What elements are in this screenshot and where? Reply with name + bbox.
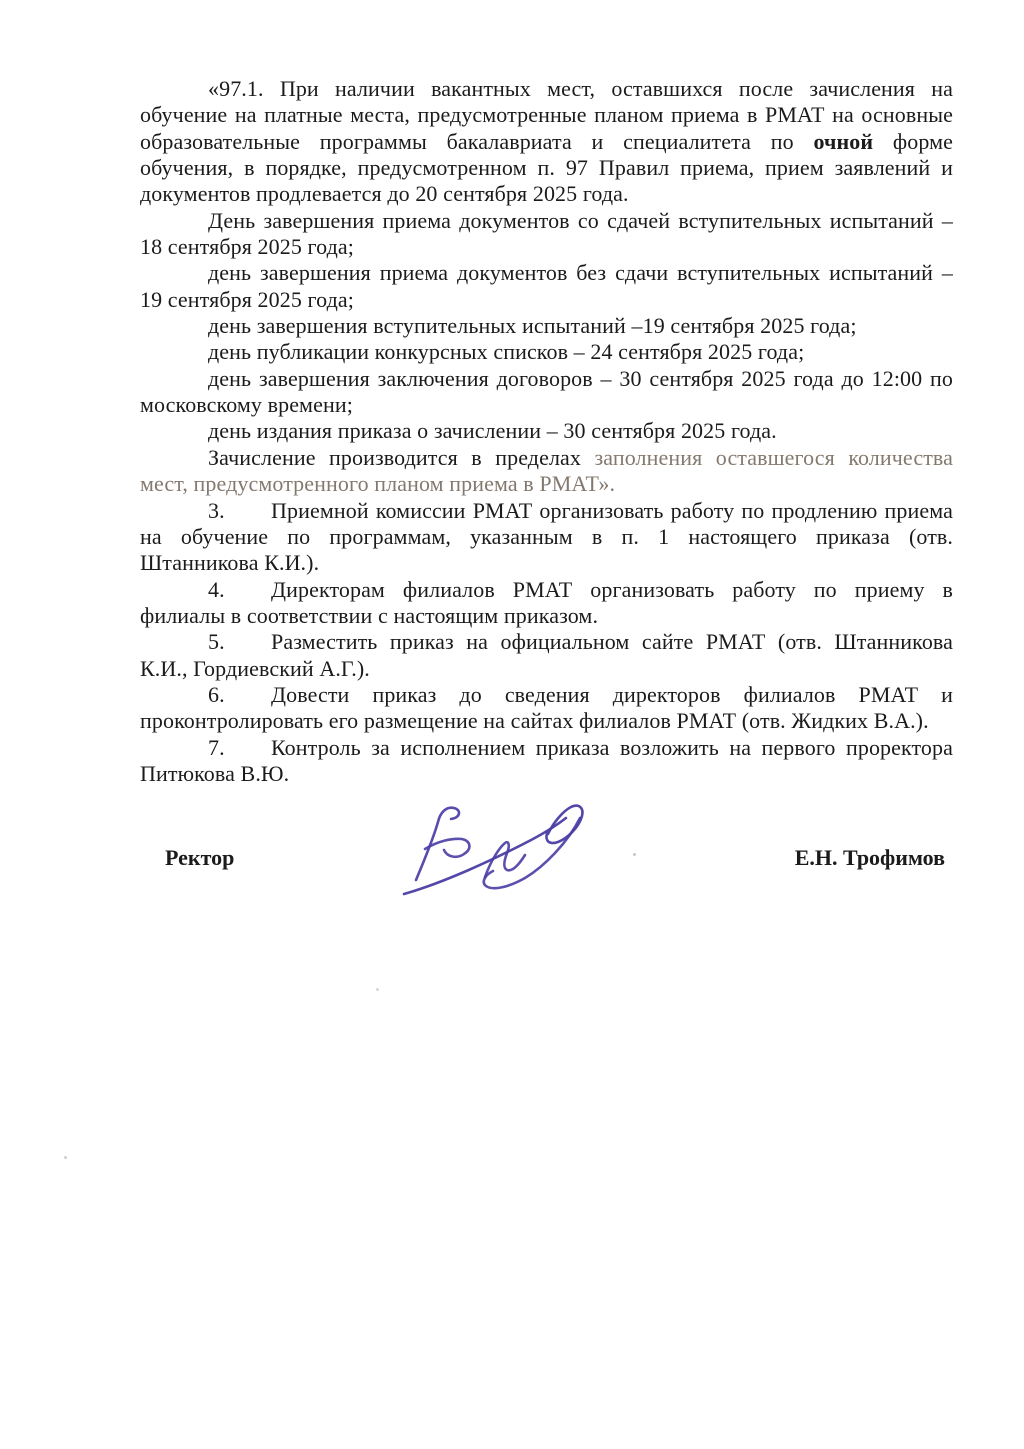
text-line (140, 129, 953, 155)
text-line (140, 234, 953, 260)
text-segment: день завершения приема документов без сдачи вступительных испытаний – (208, 260, 953, 286)
scan-speck (376, 988, 379, 991)
text-line (140, 498, 953, 524)
text-segment: форме (873, 128, 953, 154)
text-line (140, 287, 953, 313)
text-segment: Приемной комиссии РМАТ организовать работу по продлению приема (271, 497, 953, 523)
text-line (140, 313, 953, 339)
text-line (140, 418, 953, 444)
text-line (140, 208, 953, 234)
text-segment: Директорам филиалов РМАТ организовать работу по приему в (271, 576, 953, 602)
text-line (140, 366, 953, 392)
text-line (140, 181, 953, 207)
text-line (140, 629, 953, 655)
text-line (140, 708, 953, 734)
text-segment: московскому времени; (140, 392, 353, 418)
text-segment: филиалы в соответствии с настоящим приказом. (140, 602, 599, 628)
text-segment: документов продлевается до 20 сентября 2025 года. (140, 181, 629, 207)
text-segment: образовательные программы бакалавриата и специалитета по (140, 128, 814, 154)
text-line (140, 260, 953, 286)
text-segment: мест, предусмотренного планом приема в РМАТ». (140, 471, 616, 497)
text-segment: Контроль за исполнением приказа возложить на первого проректора (271, 734, 953, 760)
text-segment: заполнения оставшегося количества (594, 444, 953, 470)
text-line (140, 550, 953, 576)
text-segment: день завершения заключения договоров – 30 сентября 2025 года до 12:00 по (208, 365, 953, 391)
list-number: 7. (208, 734, 225, 760)
text-segment: проконтролировать его размещение на сайтах филиалов РМАТ (отв. Жидких В.А.). (140, 708, 929, 734)
text-line (140, 735, 953, 761)
list-number: 4. (208, 576, 225, 602)
text-line (140, 761, 953, 787)
text-segment: Питюкова В.Ю. (140, 760, 290, 786)
text-segment: Разместить приказ на официальном сайте РМАТ (отв. Штанникова (271, 629, 953, 655)
scan-speck (633, 853, 636, 856)
text-line (140, 392, 953, 418)
text-segment: обучение на платные места, предусмотренные планом приема в РМАТ на основные (140, 102, 953, 128)
text-line (140, 603, 953, 629)
text-segment: «97.1. При наличии вакантных мест, оставшихся после зачисления на (208, 76, 953, 101)
text-line (140, 471, 953, 497)
text-segment: на обучение по программам, указанным в п. 1 настоящего приказа (отв. (140, 523, 953, 549)
text-segment: день издания приказа о зачислении – 30 сентября 2025 года. (208, 418, 777, 444)
text-line (140, 76, 953, 102)
text-segment: Зачисление производится в пределах (208, 444, 595, 470)
list-number: 6. (208, 681, 225, 707)
text-line (140, 577, 953, 603)
text-segment: Довести приказ до сведения директоров филиалов РМАТ и (271, 681, 953, 707)
text-segment: К.И., Гордиевский А.Г.). (140, 655, 370, 681)
document-body (140, 76, 953, 787)
scan-speck (64, 1156, 67, 1159)
handwritten-signature-icon (388, 798, 603, 903)
text-line (140, 155, 953, 181)
text-segment: 18 сентября 2025 года; (140, 234, 354, 260)
text-segment: день завершения вступительных испытаний –19 сентября 2025 года; (208, 313, 857, 339)
text-line (140, 102, 953, 128)
signatory-role-label: Ректор (165, 845, 235, 870)
text-segment: День завершения приема документов со сдачей вступительных испытаний – (208, 207, 953, 233)
text-line (140, 682, 953, 708)
text-line (140, 339, 953, 365)
text-line (140, 445, 953, 471)
signatory-name-label: Е.Н. Трофимов (794, 845, 945, 870)
text-segment: Штанникова К.И.). (140, 550, 320, 576)
text-segment: день публикации конкурсных списков – 24 сентября 2025 года; (208, 339, 805, 365)
list-number: 5. (208, 629, 225, 655)
text-line (140, 524, 953, 550)
text-segment: 19 сентября 2025 года; (140, 286, 354, 312)
text-segment: обучения, в порядке, предусмотренном п. 97 Правил приема, прием заявлений и (140, 155, 953, 181)
text-line (140, 656, 953, 682)
text-segment: очной (813, 128, 874, 154)
list-number: 3. (208, 497, 225, 523)
